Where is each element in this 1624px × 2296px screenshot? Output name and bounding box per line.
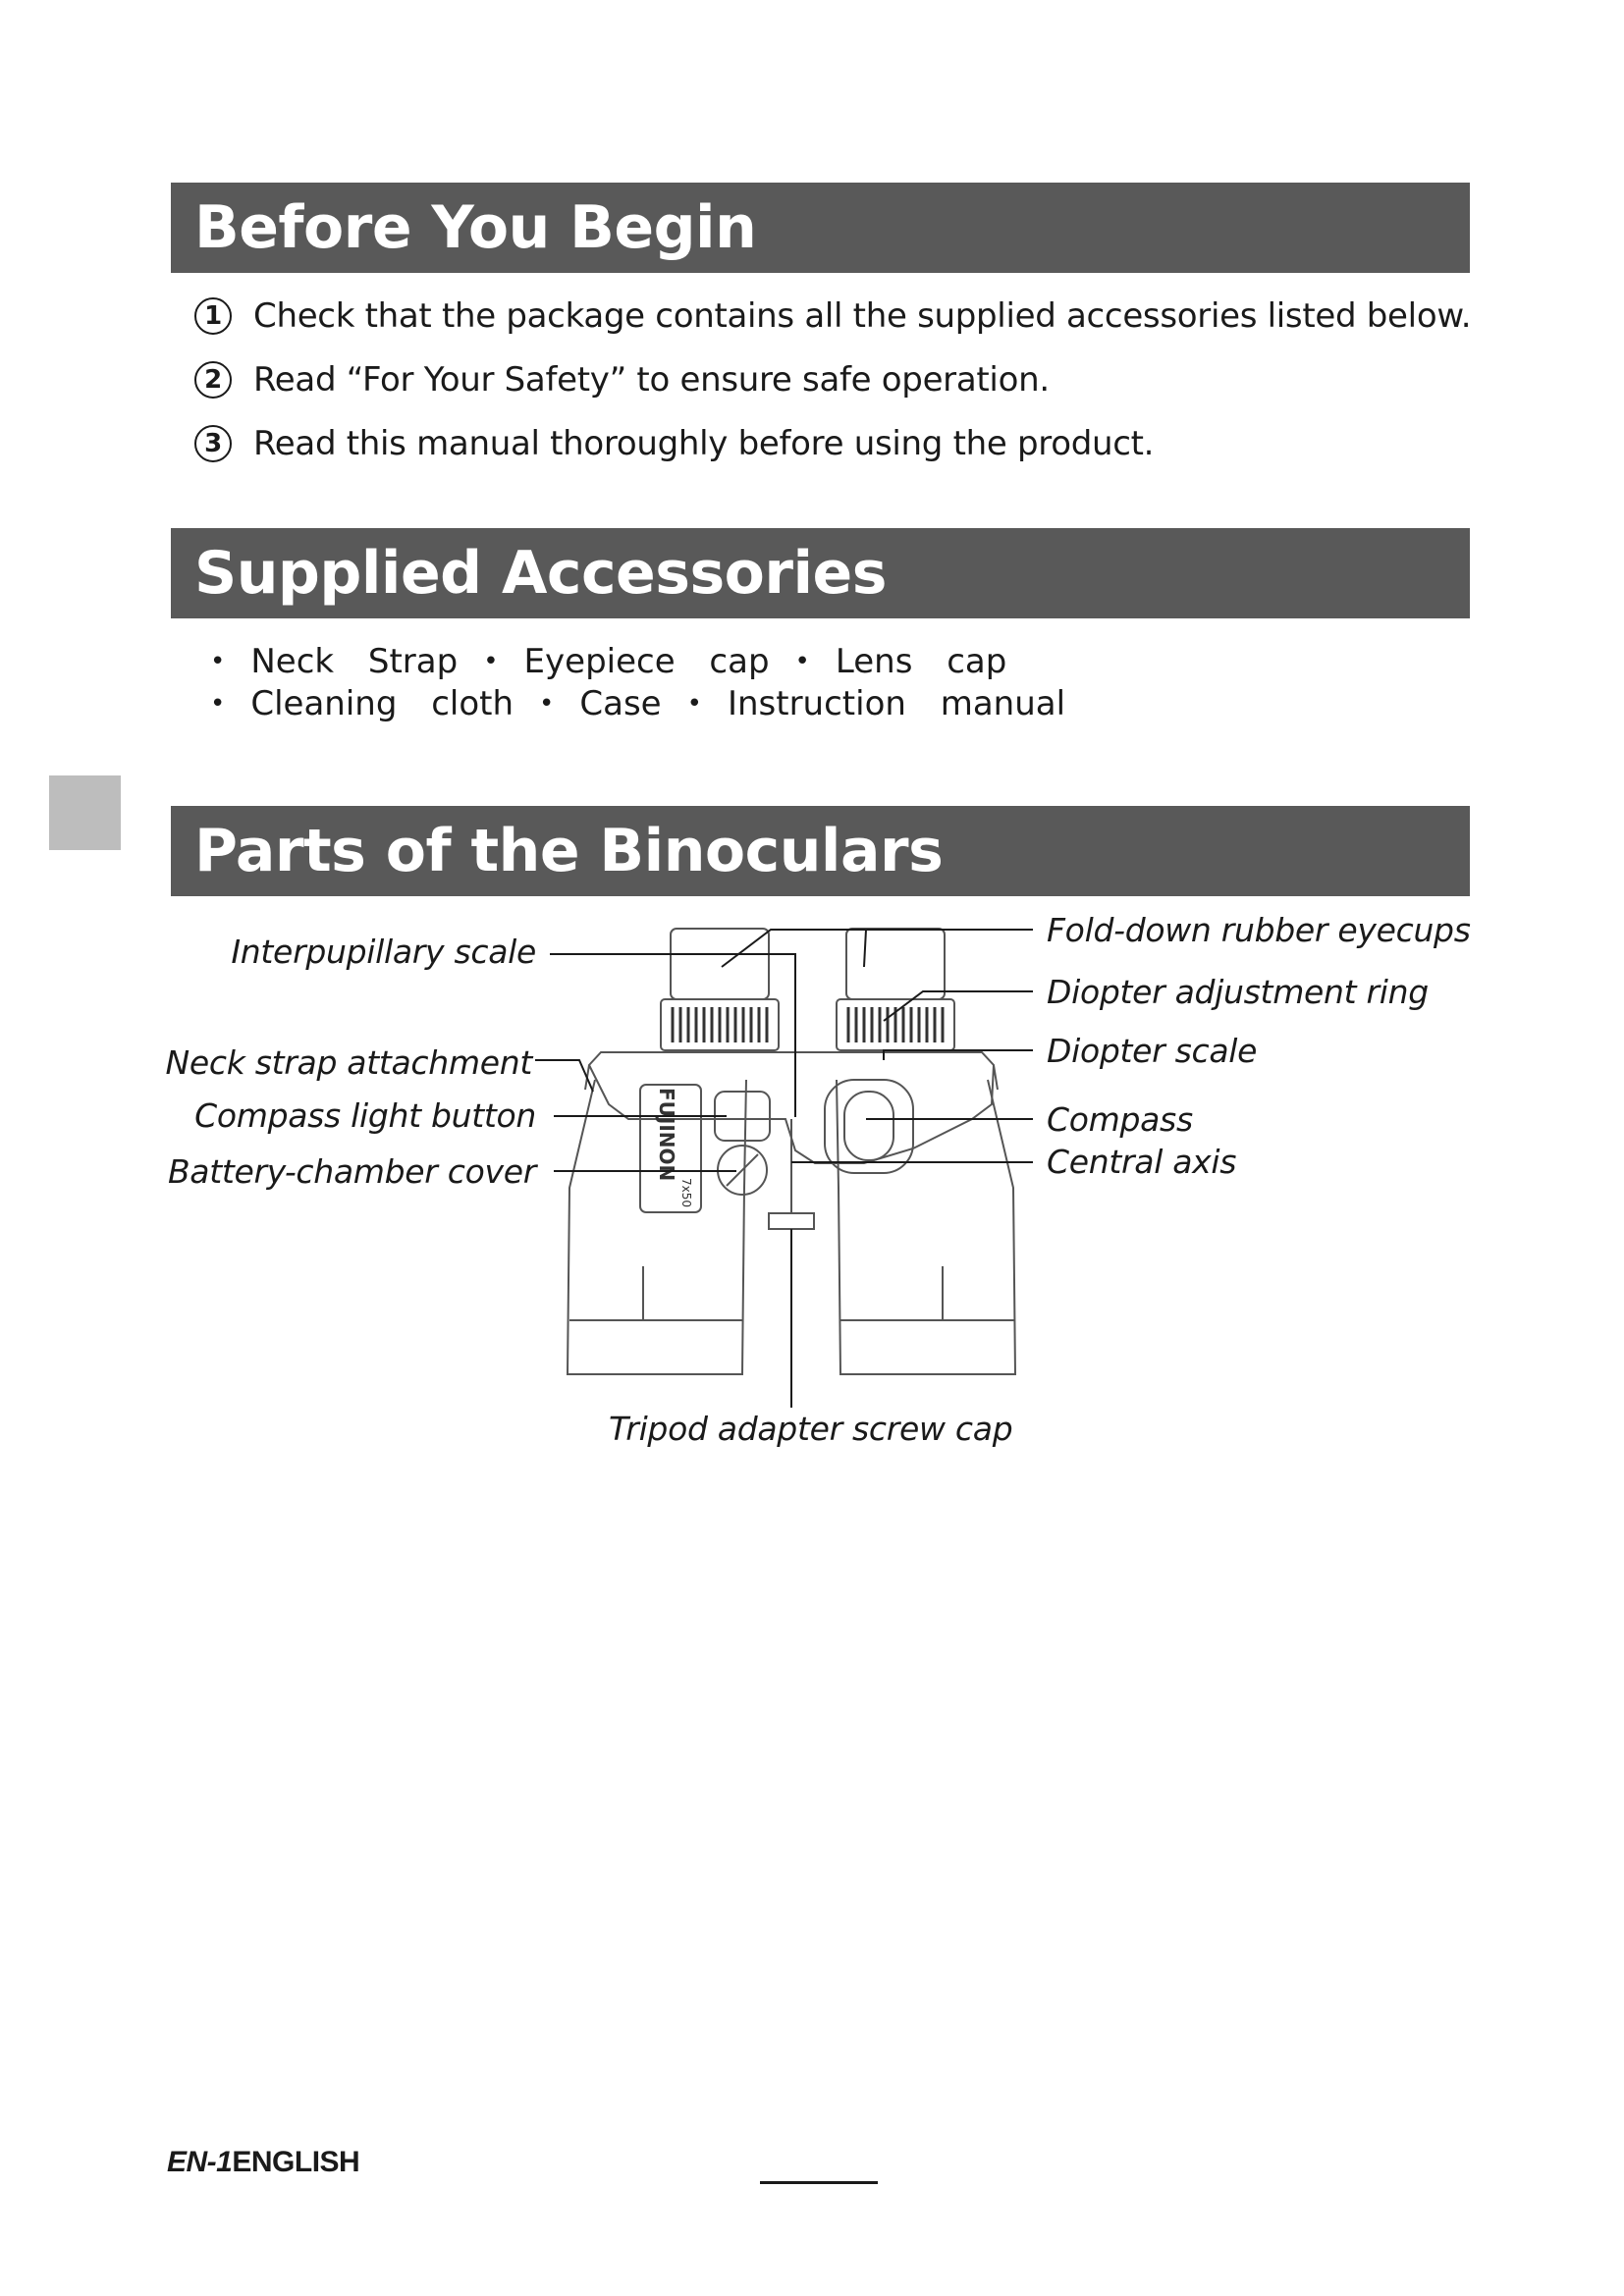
label-central-axis: Central axis xyxy=(1047,1143,1237,1181)
step-text: Read “For Your Safety” to ensure safe operation. xyxy=(253,360,1050,400)
accessory-item: Neck Strap xyxy=(250,642,459,681)
step-number-1: 1 xyxy=(194,297,232,335)
right-strap-attachment xyxy=(994,1065,998,1090)
accessory-item: Instruction manual xyxy=(727,684,1066,723)
step-number-2: 2 xyxy=(194,361,232,399)
accessory-item: Case xyxy=(579,684,662,723)
bullet: • xyxy=(794,647,810,676)
bullet: • xyxy=(539,689,555,719)
bullet: • xyxy=(210,647,226,676)
right-body xyxy=(837,1080,1015,1374)
accessory-item: Lens cap xyxy=(835,642,1007,681)
label-diopter-scale: Diopter scale xyxy=(1047,1032,1258,1070)
section-heading-before-you-begin: Before You Begin xyxy=(171,183,1470,273)
leader-eyecups-right xyxy=(771,930,866,967)
accessory-item: Cleaning cloth xyxy=(250,684,514,723)
leader-neck-strap xyxy=(535,1060,593,1092)
brand-name: FUJINON xyxy=(655,1088,678,1182)
label-interpupillary-scale: Interpupillary scale xyxy=(231,933,536,971)
label-neck-strap-attachment: Neck strap attachment xyxy=(165,1043,532,1082)
section-heading-supplied-accessories: Supplied Accessories xyxy=(171,528,1470,618)
compass-dial xyxy=(844,1092,893,1160)
step-text: Check that the package contains all the supplied accessories listed below. xyxy=(253,296,1472,336)
footer-code-prefix: EN- xyxy=(167,2146,217,2178)
footer-language: ENGLISH xyxy=(232,2146,360,2178)
page-footer xyxy=(167,2146,359,2179)
right-eyecup xyxy=(846,929,945,999)
label-tripod-adapter-screw-cap: Tripod adapter screw cap xyxy=(609,1410,1013,1448)
bullet: • xyxy=(686,689,702,719)
left-eyecup xyxy=(671,929,769,999)
page-number: 1 xyxy=(216,2146,233,2178)
accessory-item: Eyepiece cap xyxy=(523,642,770,681)
label-compass-light-button: Compass light button xyxy=(194,1096,536,1135)
leader-diopter-ring xyxy=(884,991,1033,1021)
step-number-3: 3 xyxy=(194,425,232,462)
model-number: 7x50 xyxy=(679,1178,693,1208)
step-text: Read this manual thoroughly before using the product. xyxy=(253,424,1155,463)
label-fold-down-rubber-eyecups: Fold-down rubber eyecups xyxy=(1047,911,1471,949)
bullet: • xyxy=(483,647,499,676)
bullet: • xyxy=(210,689,226,719)
label-battery-chamber-cover: Battery-chamber cover xyxy=(167,1152,536,1191)
label-compass: Compass xyxy=(1047,1100,1193,1139)
label-diopter-adjustment-ring: Diopter adjustment ring xyxy=(1047,973,1429,1011)
footer-rule xyxy=(760,2181,878,2184)
section-heading-parts: Parts of the Binoculars xyxy=(171,806,1470,896)
tripod-adapter-screw-cap xyxy=(769,1213,814,1229)
